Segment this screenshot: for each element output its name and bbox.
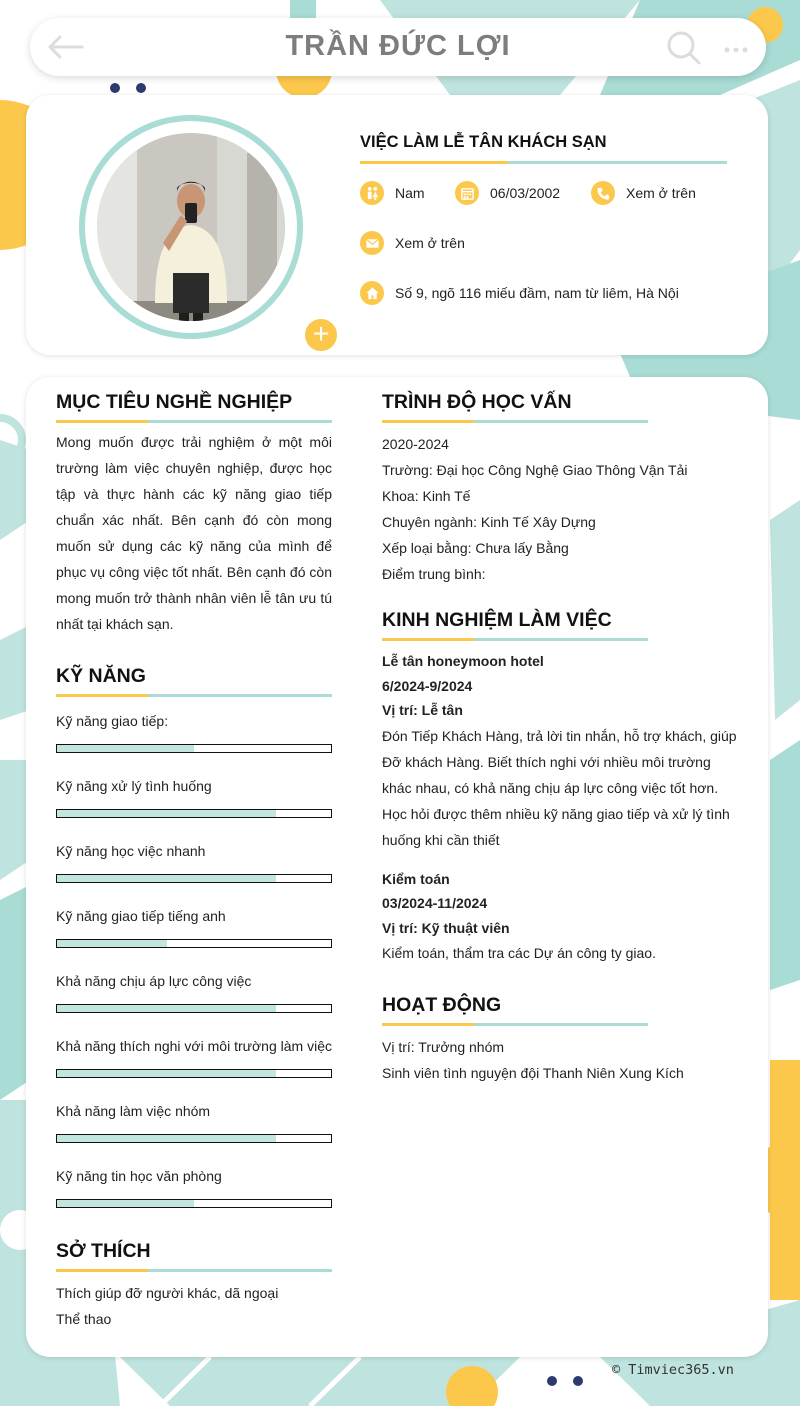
gender-icon xyxy=(360,181,384,205)
skill-label: Kỹ năng giao tiếp tiếng anh xyxy=(56,908,226,924)
skill-level-bar xyxy=(56,1069,332,1078)
divider xyxy=(360,161,727,164)
main-card xyxy=(26,377,768,1357)
avatar xyxy=(79,115,330,349)
experience-company: Lễ tân honeymoon hotel xyxy=(382,653,544,669)
left-column xyxy=(56,389,332,1332)
skill-level-fill xyxy=(57,875,276,882)
education-title: TRÌNH ĐỘ HỌC VẤN xyxy=(382,391,572,413)
job-title: VIỆC LÀM LỄ TÂN KHÁCH SẠN xyxy=(360,133,607,151)
top-bar xyxy=(30,18,766,76)
skill-level-fill xyxy=(57,940,167,947)
skill-label: Kỹ năng tin học văn phòng xyxy=(56,1168,222,1184)
skill-level-bar xyxy=(56,874,332,883)
education-line: Điểm trung bình: xyxy=(382,566,486,582)
skill-level-fill xyxy=(57,1135,276,1142)
education-line: Trường: Đại học Công Nghệ Giao Thông Vận Tải xyxy=(382,462,688,478)
skill-item xyxy=(56,841,332,883)
phone-value: Xem ở trên xyxy=(626,185,696,201)
experience-description: Đón Tiếp Khách Hàng, trả lời tin nhắn, hỗ trợ khách, giúp Đỡ khách Hàng. Biết thích nghi với nhiều môi trường khác nhau, có khả năng chịu áp lực công việc tốt hơn. Học hỏi được thêm nhiều kỹ năng giao tiếp và xử lý tình huống khi cần thiết xyxy=(382,727,737,848)
skill-label: Kỹ năng học việc nhanh xyxy=(56,843,206,859)
divider xyxy=(56,694,332,697)
skill-item xyxy=(56,776,332,818)
experience-description: Kiểm toán, thẩm tra các Dự án công ty giao. xyxy=(382,945,656,961)
hobbies-list xyxy=(56,1280,332,1332)
page-title: TRẦN ĐỨC LỢI xyxy=(285,30,511,62)
skill-item xyxy=(56,1036,332,1078)
divider xyxy=(56,420,332,423)
education-line: Xếp loại bằng: Chưa lấy Bằng xyxy=(382,540,569,556)
activities-title: HOẠT ĐỘNG xyxy=(382,994,502,1016)
skill-item xyxy=(56,971,332,1013)
experience-position: Vị trí: Kỹ thuật viên xyxy=(382,919,510,936)
skill-item xyxy=(56,711,332,753)
experience-position: Vị trí: Lễ tân xyxy=(382,702,463,718)
profile-card xyxy=(26,95,768,355)
hobby-item: Thể thao xyxy=(56,1311,112,1327)
phone-icon xyxy=(591,181,615,205)
skill-label: Kỹ năng xử lý tình huống xyxy=(56,778,212,794)
education-line: Khoa: Kinh Tế xyxy=(382,488,471,504)
experience-item xyxy=(382,649,740,853)
skill-label: Khả năng làm việc nhóm xyxy=(56,1103,211,1119)
skill-level-bar xyxy=(56,1004,332,1013)
email-value: Xem ở trên xyxy=(395,235,465,251)
divider xyxy=(382,420,648,423)
hobby-item: Thích giúp đỡ người khác, dã ngoại xyxy=(56,1285,279,1301)
address-info xyxy=(360,281,679,305)
skill-level-fill xyxy=(57,1005,276,1012)
activities-list xyxy=(382,1034,740,1086)
skill-level-fill xyxy=(57,1070,276,1077)
divider xyxy=(382,1023,648,1026)
activity-line: Vị trí: Trưởng nhóm xyxy=(382,1039,505,1055)
experience-item xyxy=(382,867,740,967)
skill-level-fill xyxy=(57,810,276,817)
right-column xyxy=(382,389,740,1086)
experience-title: KINH NGHIỆM LÀM VIỆC xyxy=(382,609,612,631)
skills-title: KỸ NĂNG xyxy=(56,665,146,687)
education-line: 2020-2024 xyxy=(382,436,449,452)
divider xyxy=(382,638,648,641)
experience-company: Kiểm toán xyxy=(382,870,450,887)
add-photo-button[interactable]: + xyxy=(303,317,339,353)
education-list xyxy=(382,431,740,587)
birthday-value: 06/03/2002 xyxy=(490,185,561,201)
email-info xyxy=(360,231,465,255)
experience-period: 03/2024-11/2024 xyxy=(382,895,488,911)
skill-level-fill xyxy=(57,745,194,752)
gender-value: Nam xyxy=(395,185,425,201)
activity-line: Sinh viên tình nguyện đội Thanh Niên Xung Kích xyxy=(382,1065,684,1081)
home-icon xyxy=(360,281,384,305)
gender-info xyxy=(360,181,425,205)
skill-level-bar xyxy=(56,809,332,818)
mail-icon xyxy=(360,231,384,255)
more-dots-icon[interactable] xyxy=(724,42,748,52)
profile-photo xyxy=(97,133,285,321)
skill-level-bar xyxy=(56,744,332,753)
skill-level-bar xyxy=(56,1199,332,1208)
education-line: Chuyên ngành: Kinh Tế Xây Dựng xyxy=(382,514,596,530)
skill-item xyxy=(56,1166,332,1208)
divider xyxy=(56,1269,332,1272)
calendar-icon xyxy=(455,181,479,205)
hobbies-title: SỞ THÍCH xyxy=(56,1240,151,1262)
skill-label: Khả năng chịu áp lực công việc xyxy=(56,973,252,989)
phone-info xyxy=(591,181,696,205)
skill-level-bar xyxy=(56,1134,332,1143)
objective-text: Mong muốn được trải nghiệm ở một môi trường làm việc chuyên nghiệp, được học tập và thực hành các kỹ năng giao tiếp chuẩn xác nhất. Bên cạnh đó còn mong muốn sử dụng các kỹ năng của mình để phục vụ công việc tốt nhất. Bên cạnh đó còn mong muốn trở thành nhân viên lễ tân ưu tú nhất tại khách sạn. xyxy=(56,434,332,632)
skill-item xyxy=(56,1101,332,1143)
objective-title: MỤC TIÊU NGHỀ NGHIỆP xyxy=(56,391,293,413)
skill-item xyxy=(56,906,332,948)
skill-label: Khả năng thích nghi với môi trường làm việc xyxy=(56,1038,332,1054)
copyright: © Timviec365.vn xyxy=(612,1362,734,1378)
skills-list xyxy=(56,711,332,1208)
skill-level-fill xyxy=(57,1200,194,1207)
birthday-info xyxy=(455,181,560,205)
skill-level-bar xyxy=(56,939,332,948)
experience-period: 6/2024-9/2024 xyxy=(382,677,473,694)
search-icon[interactable] xyxy=(666,30,702,66)
address-value: Số 9, ngõ 116 miếu đầm, nam từ liêm, Hà Nội xyxy=(395,285,679,301)
skill-label: Kỹ năng giao tiếp: xyxy=(56,713,169,729)
